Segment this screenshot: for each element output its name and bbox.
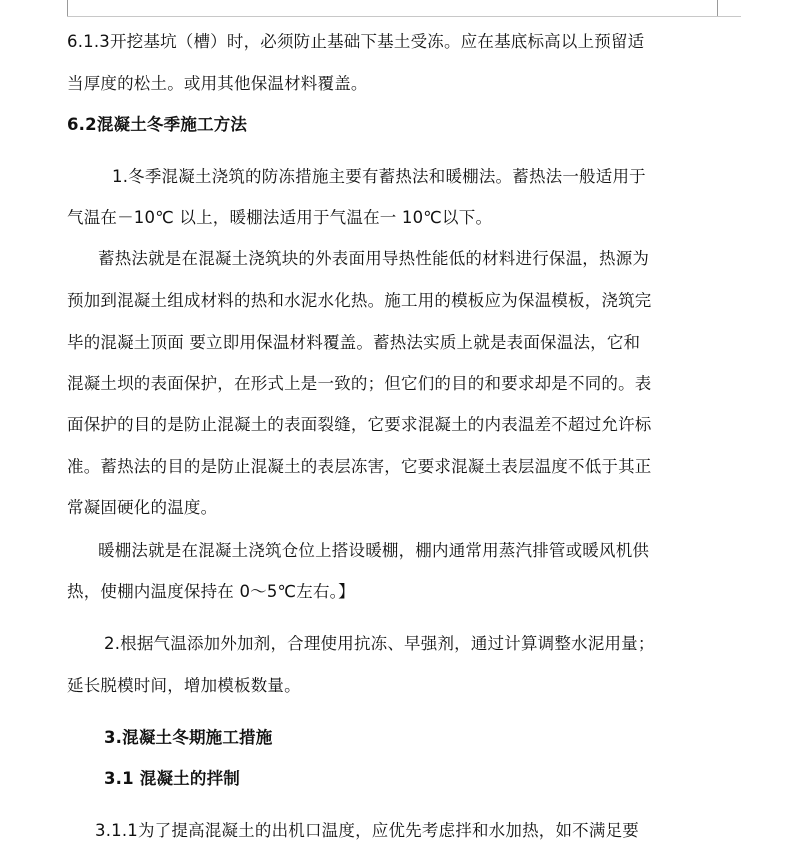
paragraph-line: 当厚度的松土。或用其他保温材料覆盖。 <box>67 74 368 93</box>
paragraph-line: 热，使棚内温度保持在 0～5℃左右。】 <box>67 582 355 601</box>
paragraph-line: 延长脱模时间，增加模板数量。 <box>67 676 301 695</box>
paragraph-line: 暖棚法就是在混凝土浇筑仓位上搭设暖棚，棚内通常用蒸汽排管或暖风机供 <box>98 541 650 560</box>
paragraph-line: 6.1.3开挖基坑（槽）时，必须防止基础下基土受冻。应在基底标高以上预留适 <box>67 32 645 51</box>
paragraph-line: 面保护的目的是防止混凝土的表面裂缝，它要求混凝土的内表温差不超过允许标 <box>67 415 652 434</box>
paragraph-line: 2.根据气温添加外加剂，合理使用抗冻、早强剂，通过计算调整水泥用量； <box>104 634 655 653</box>
paragraph-line: 气温在－10℃ 以上，暖棚法适用于气温在一 10℃以下。 <box>67 208 493 227</box>
paragraph-line: 预加到混凝土组成材料的热和水泥水化热。施工用的模板应为保温模板，浇筑完 <box>67 291 652 310</box>
paragraph-line: 毕的混凝土顶面 要立即用保温材料覆盖。蓄热法实质上就是表面保温法，它和 <box>67 333 641 352</box>
section-heading: 3.混凝土冬期施工措施 <box>104 728 273 747</box>
paragraph-line: 3.1.1为了提高混凝土的出机口温度，应优先考虑拌和水加热，如不满足要 <box>95 821 639 840</box>
paragraph-line: 混凝土坝的表面保护，在形式上是一致的；但它们的目的和要求却是不同的。表 <box>67 374 652 393</box>
text-boundary-corner-marker <box>717 16 741 17</box>
paragraph-line: 常凝固硬化的温度。 <box>67 498 218 517</box>
text-boundary-top-marker <box>67 16 717 17</box>
paragraph-line: 1.冬季混凝土浇筑的防冻措施主要有蓄热法和暖棚法。蓄热法一般适用于 <box>112 167 646 186</box>
section-heading: 6.2混凝土冬季施工方法 <box>67 115 248 134</box>
subsection-heading: 3.1 混凝土的拌制 <box>104 769 240 788</box>
paragraph-line: 蓄热法就是在混凝土浇筑块的外表面用导热性能低的材料进行保温，热源为 <box>98 249 650 268</box>
text-boundary-left-marker <box>67 0 68 16</box>
text-boundary-right-marker <box>717 0 718 16</box>
paragraph-line: 准。蓄热法的目的是防止混凝土的表层冻害，它要求混凝土表层温度不低于其正 <box>67 457 652 476</box>
